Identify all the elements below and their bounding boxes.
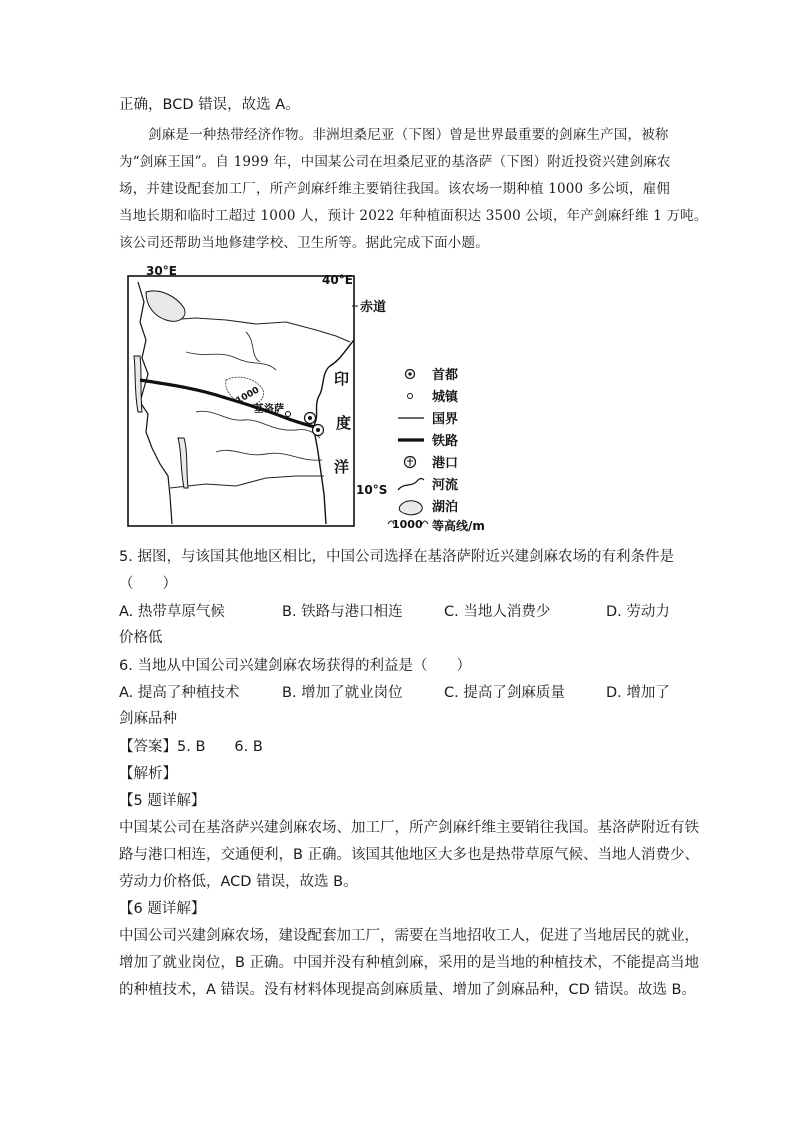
detail-5-line: 劳动力价格低，ACD 错误，故选 B。: [119, 874, 358, 890]
legend-label: 城镇: [432, 390, 459, 405]
answer-row: [119, 737, 263, 757]
passage-line: 当地长期和临时工超过 1000 人，预计 2022 年种植面积达 3500 公顷，年产剑麻纤维 1 万吨。: [119, 208, 708, 224]
answer-text: 5. B 6. B: [177, 739, 263, 755]
q5-option-a[interactable]: A. 热带草原气候: [119, 604, 225, 620]
detail-5-tag: 【5 题详解】: [119, 793, 206, 809]
south-border: [170, 476, 324, 488]
contour-legend-label: 等高线/m: [432, 519, 485, 533]
q6-option-a[interactable]: A. 提高了种植技术: [119, 685, 240, 701]
question-6-stem: 6. 当地从中国公司兴建剑麻农场获得的利益是（ ）: [119, 658, 471, 674]
lake-icon: [399, 501, 422, 515]
city-label-kilosa: 基洛萨: [254, 404, 284, 415]
contour-label: 1000: [234, 385, 262, 407]
town-kilosa: [286, 412, 291, 417]
q6-option-b[interactable]: B. 增加了就业岗位: [282, 685, 403, 701]
legend-label: 铁路: [432, 434, 459, 449]
q5-option-d-continued: 价格低: [119, 630, 163, 646]
legend-label: 国界: [432, 412, 459, 427]
question-5-blank: （ ）: [119, 576, 177, 592]
legend-label: 河流: [432, 478, 459, 493]
lake-malawi: [178, 438, 188, 488]
legend-label: 首都: [432, 368, 459, 383]
longitude-40-label: 40°E: [322, 273, 353, 287]
q5-option-b[interactable]: B. 铁路与港口相连: [282, 604, 403, 620]
detail-5-line: 路与港口相连，交通便利，B 正确。该国其他地区大多也是热带草原气候、当地人消费少、: [119, 847, 700, 863]
previous-answer-conclusion: 正确，BCD 错误，故选 A。: [119, 97, 300, 113]
river-icon: [398, 479, 424, 491]
equator-label: 赤道: [360, 300, 387, 315]
passage-line: 场，并建设配套加工厂，所产剑麻纤维主要销往我国。该农场一期种植 1000 多公顷，雇佣: [119, 181, 671, 197]
detail-6-line: 的种植技术，A 错误。没有材料体现提高剑麻质量、增加了剑麻品种，CD 错误。故选 B。: [119, 982, 696, 998]
detail-5-line: 中国某公司在基洛萨兴建剑麻农场、加工厂，所产剑麻纤维主要销往我国。基洛萨附近有铁: [119, 820, 699, 836]
river: [246, 332, 260, 362]
railway: [140, 380, 318, 428]
detail-6-line: 中国公司兴建剑麻农场，建设配套加工厂，需要在当地招收工人，促进了当地居民的就业，: [119, 928, 699, 944]
passage-line: 该公司还帮助当地修建学校、卫生所等。据此完成下面小题。: [119, 235, 489, 251]
analysis-tag: 【解析】: [119, 766, 177, 782]
town-icon: [408, 394, 413, 399]
q6-option-d[interactable]: D. 增加了: [606, 685, 670, 701]
legend-label: 湖泊: [432, 500, 459, 515]
legend-label: 港口: [432, 456, 459, 471]
ocean-label: 洋: [334, 458, 350, 476]
lake-victoria: [146, 291, 185, 321]
longitude-30-label: 30°E: [146, 264, 177, 278]
lake-tanganyika: [134, 356, 142, 412]
river: [216, 450, 322, 460]
ocean-label: 度: [336, 414, 352, 432]
passage-line: 为“剑麻王国”。自 1999 年，中国某公司在坦桑尼亚的基洛萨（下图）附近投资兴建剑麻农: [119, 154, 671, 170]
detail-6-tag: 【6 题详解】: [119, 901, 206, 917]
passage-line: 剑麻是一种热带经济作物。非洲坦桑尼亚（下图）曾是世界最重要的剑麻生产国，被称: [148, 127, 669, 143]
ocean-label: 印: [334, 370, 350, 388]
q6-option-d-continued: 剑麻品种: [119, 711, 177, 727]
latitude-10s-label: 10°S: [356, 483, 388, 497]
question-5-stem: 5. 据图，与该国其他地区相比，中国公司选择在基洛萨附近兴建剑麻农场的有利条件是: [119, 549, 674, 565]
tanzania-map: [126, 262, 506, 534]
q5-option-d[interactable]: D. 劳动力: [606, 604, 670, 620]
q5-option-c[interactable]: C. 当地人消费少: [444, 604, 551, 620]
north-border: [166, 318, 350, 342]
river: [186, 352, 276, 370]
q6-option-c[interactable]: C. 提高了剑麻质量: [444, 685, 565, 701]
detail-6-line: 增加了就业岗位，B 正确。中国并没有种植剑麻，采用的是当地的种植技术，不能提高当地: [119, 955, 700, 971]
answer-tag: 【答案】: [119, 739, 177, 755]
contour-legend-value: 1000: [392, 518, 423, 531]
